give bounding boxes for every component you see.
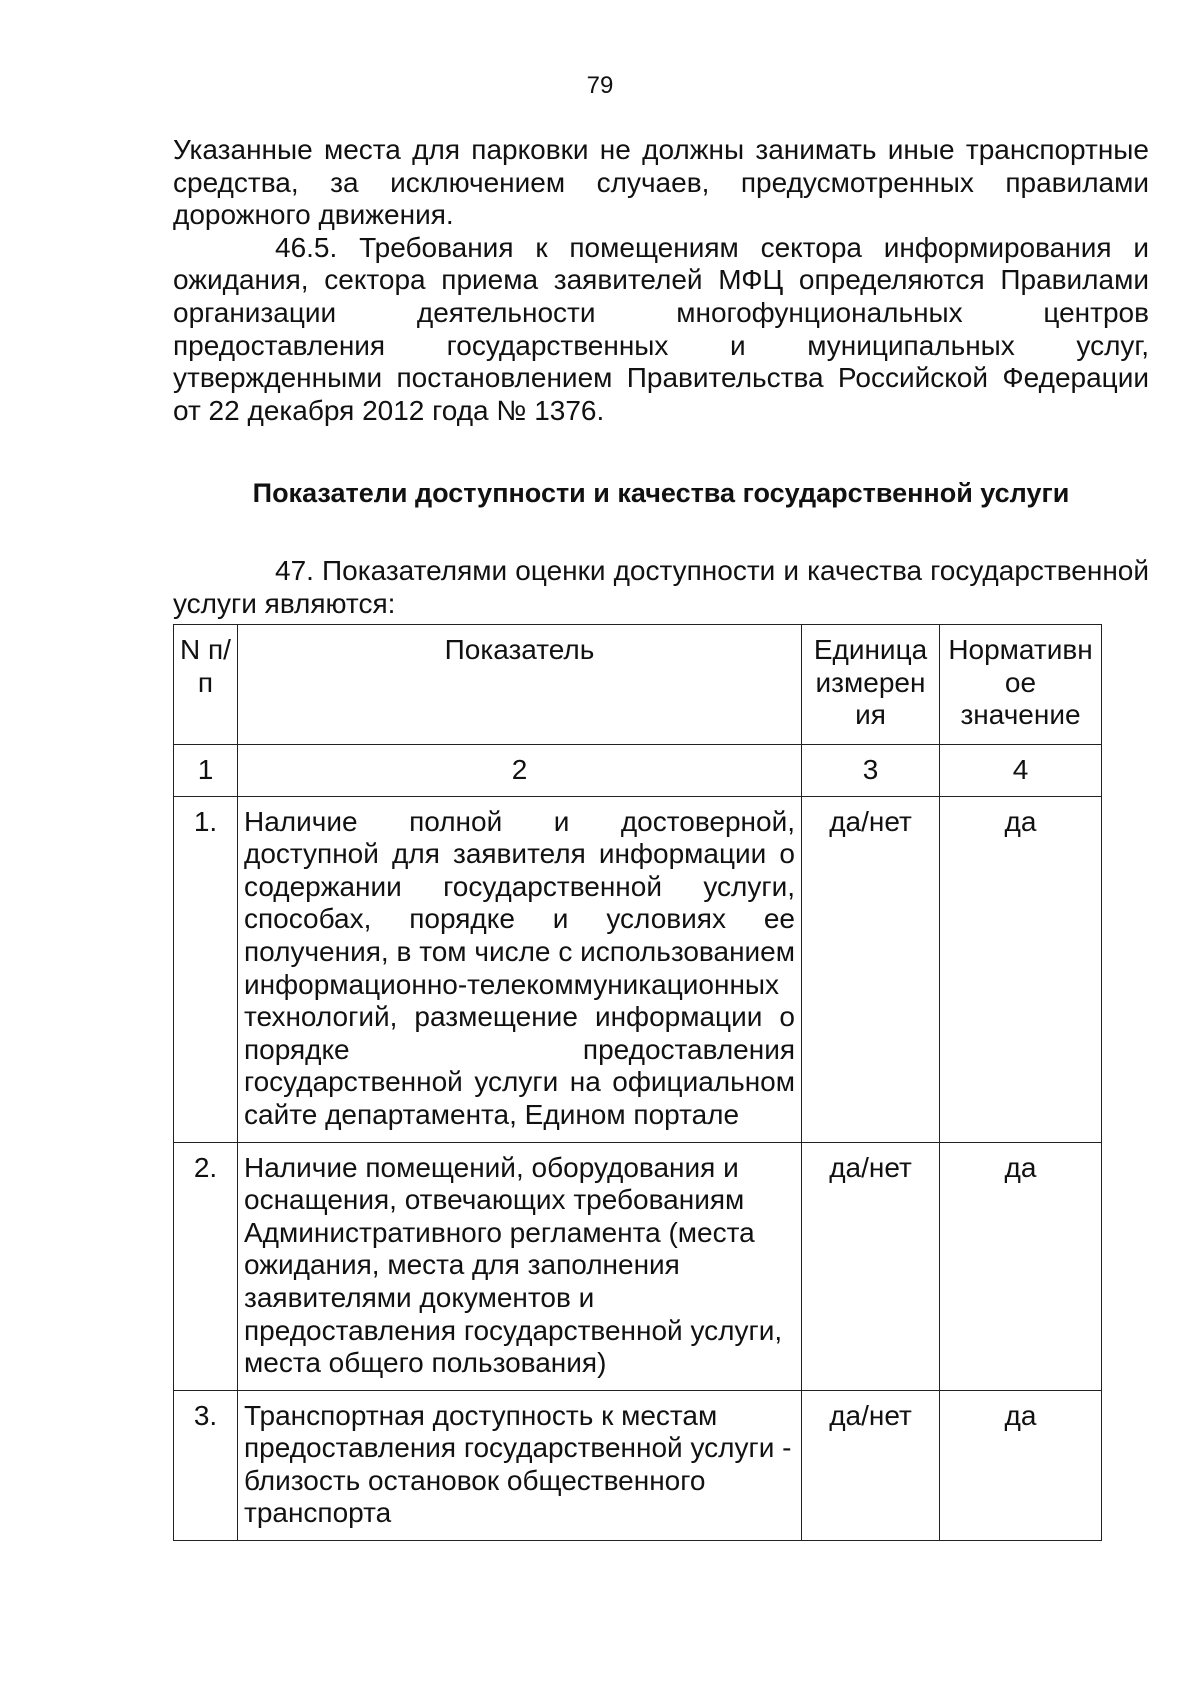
page-number: 79 [586, 72, 614, 99]
column-number: 1 [174, 745, 238, 797]
row-number: 3. [174, 1390, 238, 1540]
row-indicator: Наличие полной и достоверной, доступной для заявителя информации о содержании государственной услуги, способах, порядке и условиях ее получения, в том числе с использованием информационно-телекоммуникационных технологий, размещение информации о порядке предоставления государственной услуги на официальном сайте департамента, Едином портале [238, 796, 802, 1142]
paragraph-46-5: 46.5. Требования к помещениям сектора информирования и ожидания, сектора приема заявителей МФЦ определяются Правилами организации деятельности многофунциональных центров предоставления государственных и муниципальных услуг, утвержденными постановлением Правительства Российской Федерации от 22 декабря 2012 года № 1376. [173, 231, 1149, 426]
column-number: 3 [802, 745, 940, 797]
paragraph-parking: Указанные места для парковки не должны занимать иные транспортные средства, за исключением случаев, предусмотренных правилами дорожного движения. [173, 134, 1149, 231]
header-indicator: Показатель [238, 625, 802, 745]
row-number: 1. [174, 796, 238, 1142]
section-heading: Показатели доступности и качества государственной услуги [252, 478, 1070, 509]
row-number: 2. [174, 1142, 238, 1390]
document-body [173, 134, 1149, 621]
table-row [174, 1390, 1102, 1540]
table-row [174, 796, 1102, 1142]
table-column-number-row [174, 745, 1102, 797]
column-number: 4 [940, 745, 1102, 797]
header-num: N п/п [174, 625, 238, 745]
row-indicator: Транспортная доступность к местам предоставления государственной услуги - близость остановок общественного транспорта [238, 1390, 802, 1540]
row-unit: да/нет [802, 1390, 940, 1540]
header-norm: Нормативн ое значение [940, 625, 1102, 745]
table-row [174, 1142, 1102, 1390]
column-number: 2 [238, 745, 802, 797]
row-indicator: Наличие помещений, оборудования и оснащения, отвечающих требованиям Административного регламента (места ожидания, места для заполнения заявителями документов и предоставления государственной услуги, места общего пользования) [238, 1142, 802, 1390]
header-unit: Единица измерен ия [802, 625, 940, 745]
row-unit: да/нет [802, 1142, 940, 1390]
paragraph-47: 47. Показателями оценки доступности и качества государственной услуги являются: [173, 555, 1149, 619]
table-header-row [174, 625, 1102, 745]
row-unit: да/нет [802, 796, 940, 1142]
row-norm: да [940, 1142, 1102, 1390]
indicators-table [173, 624, 1102, 1541]
row-norm: да [940, 1390, 1102, 1540]
row-norm: да [940, 796, 1102, 1142]
